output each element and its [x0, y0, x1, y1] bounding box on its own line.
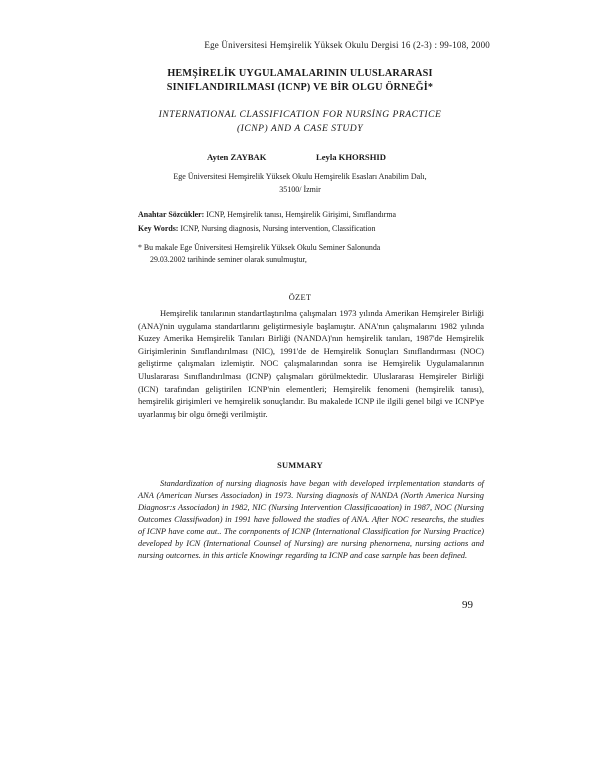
english-title-line-2: (ICNP) AND A CASE STUDY	[236, 122, 364, 134]
page-number: 99	[462, 599, 473, 611]
summary-paragraph: Standardization of nursing diagnosis have began with developed irrplementation standarts of ANA (American Nurses Associadon) in 1973. Nursing diagnosis of NANDA (North America Nursing Diagnosr:s Associadon) in 1982, NIC (Nursing Intervention Classificaoation) in 1987, NOC (Nursing Outcomes Classifwadon) in 1991 have followed the stadies of ANA. After NOC researchs, the studies of ICNP have come aut.. The cornponents of ICNP (International Classification for Nursing Practice) developed by ICN (International Counsel of Nursing) are nursing phenornena, nursing actions and nursing outcornes. in this article Knowingr regarding ta ICNP and case sarnple has been defined.	[138, 479, 484, 560]
english-title-line-1: INTERNATIONAL CLASSIFICATION FOR NURSİNG PRACTICE	[158, 109, 442, 120]
article-title-line-1: HEMŞİRELİK UYGULAMALARININ ULUSLARARASI	[167, 68, 433, 79]
english-title	[110, 108, 490, 135]
affiliation-line-1: Ege Üniversitesi Hemşirelik Yüksek Okulu Hemşirelik Esasları Anabilim Dalı,	[173, 172, 427, 181]
footnote-line-2: 29.03.2002 tarihinde seminer olarak sunulmuştur,	[150, 255, 307, 264]
summary-abstract	[138, 478, 484, 562]
ozet-heading: ÖZET	[288, 293, 312, 302]
article-title-line-2: SINIFLANDIRILMASI (ICNP) VE BİR OLGU ÖRNEĞİ*	[166, 82, 434, 93]
journal-header: Ege Üniversitesi Hemşirelik Yüksek Okulu Dergisi 16 (2-3) : 99-108, 2000	[204, 40, 490, 50]
keywords-english-label: Key Words:	[138, 224, 179, 233]
keywords-english	[138, 224, 375, 233]
keywords-turkish-label: Anahtar Sözcükler:	[138, 210, 205, 219]
footnote-line-1: * Bu makale Ege Üniversitesi Hemşirelik Yüksek Okulu Seminer Salonunda	[138, 243, 381, 252]
footnote	[138, 242, 478, 266]
article-title	[110, 67, 490, 95]
affiliation-line-2: 35100/ İzmir	[279, 185, 321, 194]
author-1: Ayten ZAYBAK	[207, 152, 267, 162]
summary-heading: SUMMARY	[277, 461, 323, 470]
affiliation	[130, 170, 470, 196]
ozet-paragraph: Hemşirelik tanılarının standartlaştırılma çalışmaları 1973 yılında Amerikan Hemşireler Birliği (ANA)'nin uygulama standartlarını geliştirmesiyle başlamıştır. ANA'nın çalışmalarını 1982 yılında Kuzey Amerika Hemşirelik Tanıları Birliği (NANDA)'nın hemşirelik tanıları, 1987'de Hemşirelik Girişimlerinin Sınıflandırılması (NIC), 1991'de de Hemşirelik Sonuçları Sınıflandırması (NOC) geliştirme çalışmaları izlemiştir. NOC çalışmalarından sonra ise Hemşirelik Uygulamalarının Uluslararası Sınıflandırılması (ICNP) çalışmaları görülmektedir. Uluslararası Hemşireler Birliği (ICN) tarafından geliştirilen ICNP'nin elementleri; Hemşirelik fenomeni (hemşirelik tanısı), hemşirelik girişimleri ve hemşirelik sonuçlarıdır. Bu makalede ICNP ile ilgili genel bilgi ve ICNP'ye uyarlanmış bir olgu örneği verilmiştir.	[138, 308, 484, 419]
author-2: Leyla KHORSHID	[316, 152, 386, 162]
ozet-abstract	[138, 307, 484, 420]
keywords-english-value: ICNP, Nursing diagnosis, Nursing intervention, Classification	[180, 224, 376, 233]
keywords-turkish	[138, 210, 396, 219]
keywords-turkish-value: ICNP, Hemşirelik tanısı, Hemşirelik Girişimi, Sınıflandırma	[206, 210, 397, 219]
